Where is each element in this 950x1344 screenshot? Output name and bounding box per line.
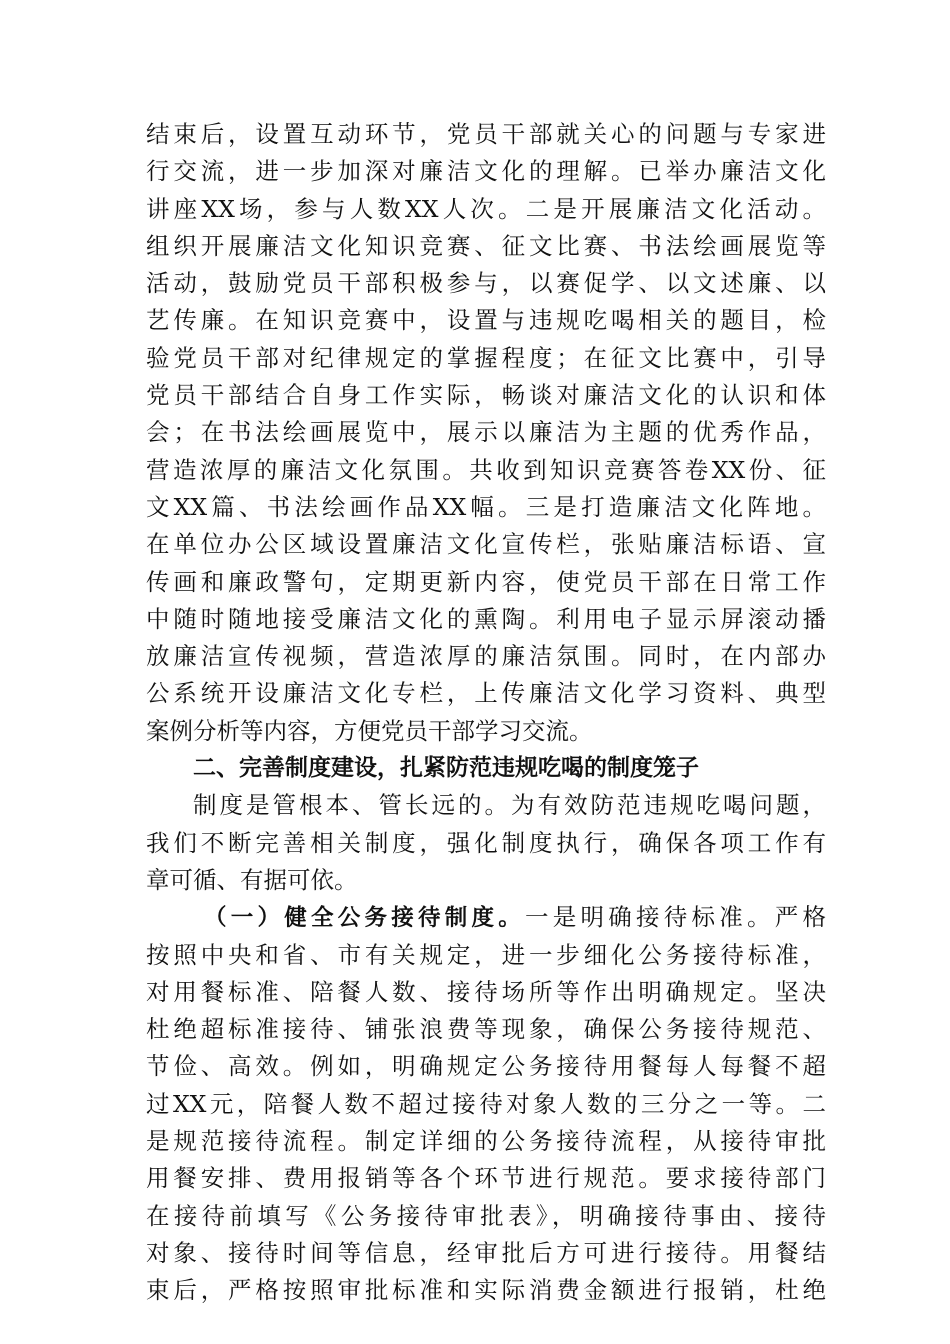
text-line: 党员干部结合自身工作实际，畅谈对廉洁文化的认识和体 <box>146 381 826 410</box>
text-line: 章可循、有据可依。 <box>146 865 358 894</box>
text-line: 杜绝超标准接待、铺张浪费等现象，确保公务接待规范、 <box>146 1015 826 1044</box>
text-line: 在接待前填写《公务接待审批表》，明确接待事由、接待 <box>146 1201 826 1230</box>
text-line: 对象、接待时间等信息，经审批后方可进行接待。用餐结 <box>146 1238 826 1267</box>
text-line: 结束后，设置互动环节，党员干部就关心的问题与专家进 <box>146 120 826 148</box>
text-line: 在单位办公区域设置廉洁文化宣传栏，张贴廉洁标语、宣 <box>146 530 826 559</box>
text-line: 公系统开设廉洁文化专栏，上传廉洁文化学习资料、典型 <box>146 679 826 708</box>
text-line: 组织开展廉洁文化知识竞赛、征文比赛、书法绘画展览等 <box>146 231 826 260</box>
text-line: 用餐安排、费用报销等各个环节进行规范。要求接待部门 <box>146 1164 826 1193</box>
text-line: 中随时随地接受廉洁文化的熏陶。利用电子显示屏滚动播 <box>146 604 826 633</box>
text-line: 行交流，进一步加深对廉洁文化的理解。已举办廉洁文化 <box>146 157 826 186</box>
text-line: 营造浓厚的廉洁文化氛围。共收到知识竞赛答卷XX份、征 <box>146 455 826 484</box>
text-run: 一是明确接待标准。严格 <box>525 903 826 932</box>
text-line: 讲座XX场，参与人数XX人次。二是开展廉洁文化活动。 <box>146 194 826 223</box>
text-line: 案例分析等内容，方便党员干部学习交流。 <box>146 716 593 745</box>
text-line: 节俭、高效。例如，明确规定公务接待用餐每人每餐不超 <box>146 1052 826 1081</box>
text-line: 对用餐标准、陪餐人数、接待场所等作出明确规定。坚决 <box>146 977 826 1006</box>
text-line: 会；在书法绘画展览中，展示以廉洁为主题的优秀作品， <box>146 418 826 447</box>
text-line: 束后，严格按照审批标准和实际消费金额进行报销，杜绝 <box>146 1276 826 1305</box>
document-body <box>146 116 826 1310</box>
section-heading: 二、完善制度建设，扎紧防范违规吃喝的制度笼子 <box>193 755 699 782</box>
paragraph-2 <box>146 787 826 899</box>
paragraph-3 <box>146 899 826 1309</box>
text-line: 我们不断完善相关制度，强化制度执行，确保各项工作有 <box>146 828 826 857</box>
text-line: 放廉洁宣传视频，营造浓厚的廉洁氛围。同时，在内部办 <box>146 642 826 671</box>
paragraph-1 <box>146 116 826 750</box>
text-line: 活动，鼓励党员干部积极参与，以赛促学、以文述廉、以 <box>146 269 826 298</box>
subsection-title: （一）健全公务接待制度。 <box>204 905 525 932</box>
text-line: 是规范接待流程。制定详细的公务接待流程，从接待审批 <box>146 1127 826 1156</box>
text-line: 按照中央和省、市有关规定，进一步细化公务接待标准， <box>146 940 826 969</box>
paragraph-3-first-line <box>146 899 826 936</box>
text-line: 过XX元，陪餐人数不超过接待对象人数的三分之一等。二 <box>146 1089 826 1118</box>
text-line: 制度是管根本、管长远的。为有效防范违规吃喝问题， <box>193 791 826 820</box>
text-line: 文XX篇、书法绘画作品XX幅。三是打造廉洁文化阵地。 <box>146 492 826 521</box>
text-line: 艺传廉。在知识竞赛中，设置与违规吃喝相关的题目，检 <box>146 306 826 335</box>
text-line: 传画和廉政警句，定期更新内容，使党员干部在日常工作 <box>146 567 826 596</box>
text-line: 验党员干部对纪律规定的掌握程度；在征文比赛中，引导 <box>146 343 826 372</box>
